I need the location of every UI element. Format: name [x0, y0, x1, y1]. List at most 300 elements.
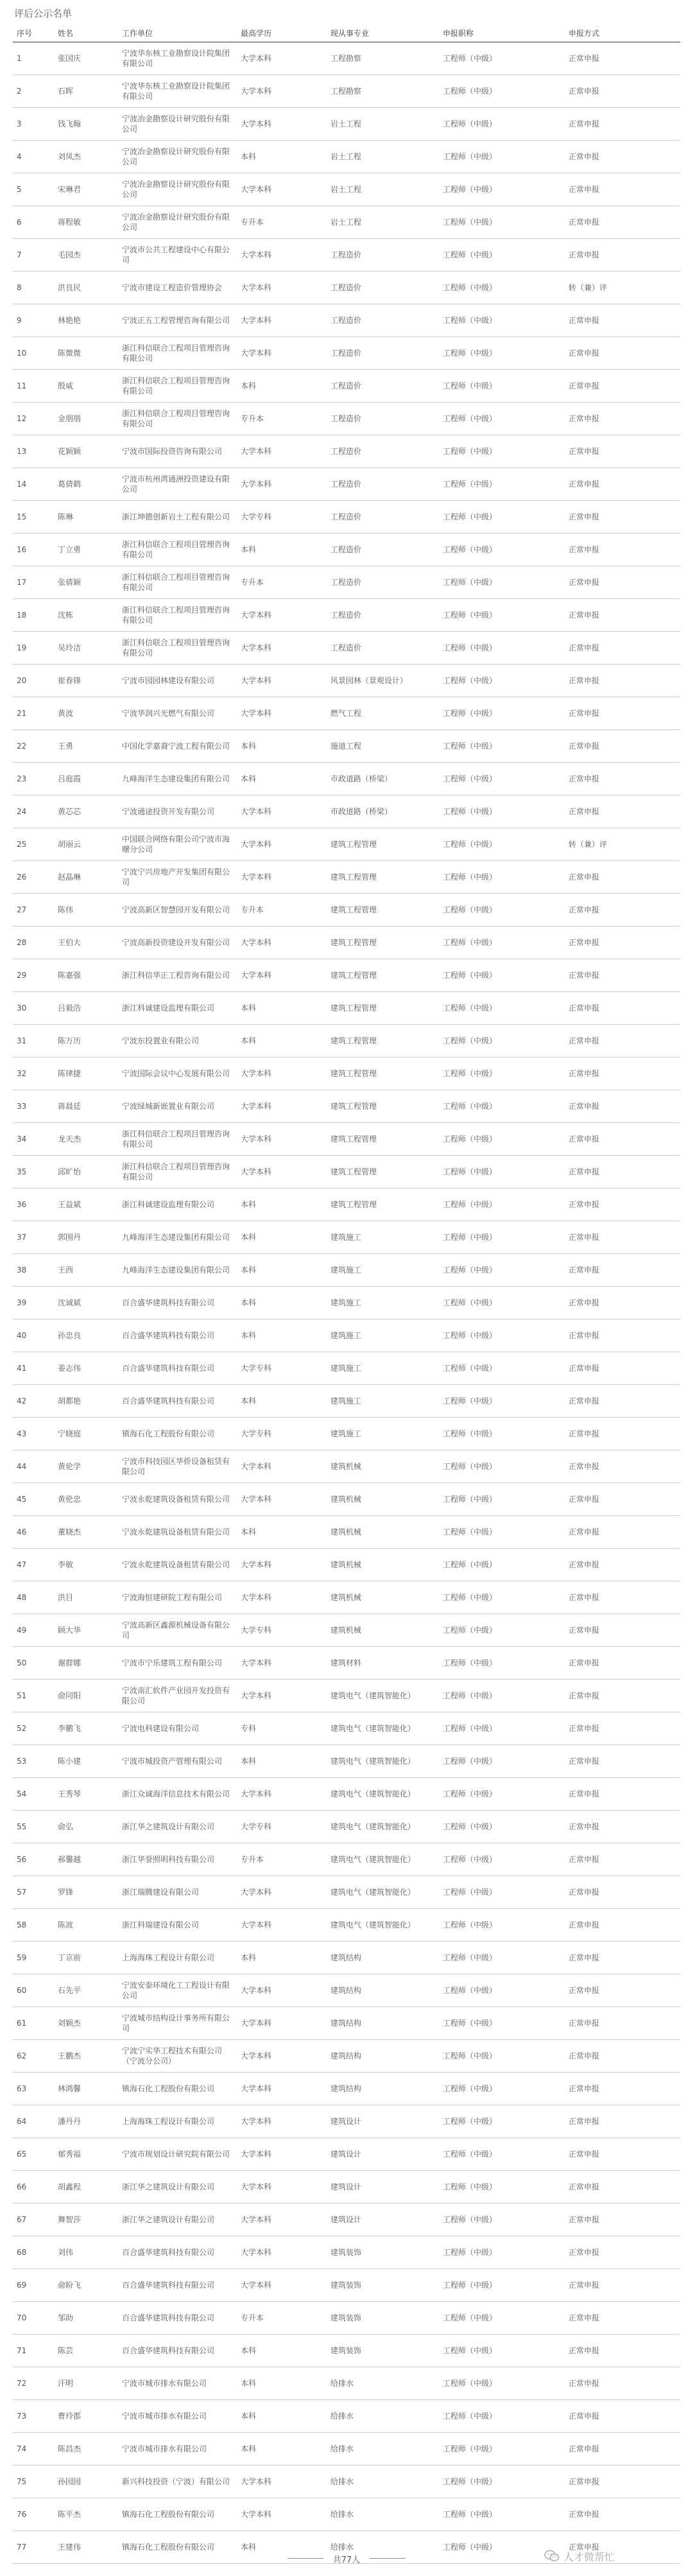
cell-education: 大学本科 — [237, 173, 327, 206]
cell-name: 龙天杰 — [54, 1123, 118, 1156]
cell-name: 李鹏飞 — [54, 1712, 118, 1745]
cell-method: 正常申报 — [565, 2433, 680, 2466]
cell-method: 正常申报 — [565, 42, 680, 75]
cell-title: 工程师（中级） — [439, 566, 565, 599]
cell-method: 正常申报 — [565, 1156, 680, 1188]
cell-specialty: 建筑电气（建筑智能化） — [327, 1680, 439, 1712]
cell-title: 工程师（中级） — [439, 2171, 565, 2204]
cell-title: 工程师（中级） — [439, 2269, 565, 2302]
cell-specialty: 工程造价 — [327, 403, 439, 435]
cell-name: 崔春锋 — [54, 665, 118, 697]
cell-method: 正常申报 — [565, 2269, 680, 2302]
cell-index: 72 — [13, 2367, 54, 2400]
cell-name: 王勇 — [54, 730, 118, 763]
cell-education: 大学本科 — [237, 2138, 327, 2171]
cell-name: 毛园杰 — [54, 239, 118, 272]
cell-method: 正常申报 — [565, 1516, 680, 1549]
cell-specialty: 建筑工程管理 — [327, 1025, 439, 1057]
table-row — [13, 861, 680, 894]
cell-education: 大学本科 — [237, 337, 327, 370]
cell-method: 正常申报 — [565, 1614, 680, 1647]
table-row — [13, 239, 680, 272]
cell-specialty: 建筑设计 — [327, 2204, 439, 2236]
cell-specialty: 工程造价 — [327, 239, 439, 272]
cell-index: 63 — [13, 2073, 54, 2105]
roster-table — [13, 24, 680, 2564]
cell-name: 陈昌杰 — [54, 2433, 118, 2466]
cell-index: 48 — [13, 1581, 54, 1614]
cell-index: 31 — [13, 1025, 54, 1057]
table-row — [13, 2400, 680, 2433]
cell-title: 工程师（中级） — [439, 2073, 565, 2105]
cell-employer: 宁波市园园林建设有限公司 — [118, 665, 237, 697]
cell-education: 大学本科 — [237, 468, 327, 501]
cell-name: 陈律捷 — [54, 1057, 118, 1090]
table-row — [13, 2433, 680, 2466]
cell-specialty: 建筑机械 — [327, 1450, 439, 1483]
cell-education: 大学本科 — [237, 2269, 327, 2302]
cell-method: 正常申报 — [565, 2204, 680, 2236]
cell-method: 正常申报 — [565, 1778, 680, 1811]
column-header-method: 申报方式 — [565, 24, 680, 42]
cell-title: 工程师（中级） — [439, 239, 565, 272]
table-row — [13, 1385, 680, 1418]
cell-method: 正常申报 — [565, 1090, 680, 1123]
cell-index: 42 — [13, 1385, 54, 1418]
cell-index: 40 — [13, 1319, 54, 1352]
table-row — [13, 1057, 680, 1090]
cell-name: 洪目 — [54, 1581, 118, 1614]
cell-method: 转（兼）评 — [565, 828, 680, 861]
table-row — [13, 2105, 680, 2138]
cell-specialty: 工程造价 — [327, 599, 439, 632]
cell-specialty: 风景园林（景观设计） — [327, 665, 439, 697]
cell-employer: 百合盛华建筑科技有限公司 — [118, 1287, 237, 1319]
cell-method: 正常申报 — [565, 1025, 680, 1057]
cell-method: 正常申报 — [565, 206, 680, 239]
cell-title: 工程师（中级） — [439, 894, 565, 927]
cell-name: 姜志伟 — [54, 1352, 118, 1385]
cell-specialty: 建筑工程管理 — [327, 992, 439, 1025]
cell-title: 工程师（中级） — [439, 2335, 565, 2367]
table-row — [13, 1483, 680, 1516]
cell-title: 工程师（中级） — [439, 272, 565, 304]
footer-divider-right — [370, 2558, 406, 2559]
table-row — [13, 75, 680, 108]
cell-title: 工程师（中级） — [439, 665, 565, 697]
cell-name: 王西 — [54, 1254, 118, 1287]
cell-specialty: 市政道路（桥梁） — [327, 796, 439, 828]
cell-specialty: 建筑材料 — [327, 1647, 439, 1680]
wechat-icon — [544, 2550, 560, 2563]
cell-education: 大学本科 — [237, 2040, 327, 2073]
table-row — [13, 173, 680, 206]
table-row — [13, 2367, 680, 2400]
cell-education: 本科 — [237, 2433, 327, 2466]
cell-index: 7 — [13, 239, 54, 272]
cell-specialty: 建筑施工 — [327, 1418, 439, 1450]
cell-education: 大学本科 — [237, 75, 327, 108]
cell-index: 13 — [13, 435, 54, 468]
cell-specialty: 工程造价 — [327, 632, 439, 665]
table-row — [13, 1450, 680, 1483]
cell-specialty: 建筑电气（建筑智能化） — [327, 1712, 439, 1745]
cell-employer: 宁波冶金勘察设计研究股份有限公司 — [118, 141, 237, 173]
cell-name: 花颖颖 — [54, 435, 118, 468]
cell-employer: 镇海石化工程股份有限公司 — [118, 1418, 237, 1450]
cell-name: 钱飞翰 — [54, 108, 118, 141]
table-row — [13, 501, 680, 534]
cell-method: 正常申报 — [565, 2531, 680, 2564]
cell-name: 吕庭霞 — [54, 763, 118, 796]
cell-method: 正常申报 — [565, 1057, 680, 1090]
cell-title: 工程师（中级） — [439, 468, 565, 501]
cell-education: 大学专科 — [237, 1614, 327, 1647]
cell-education: 大学本科 — [237, 1974, 327, 2007]
cell-index: 58 — [13, 1909, 54, 1942]
table-row — [13, 2335, 680, 2367]
cell-education: 本科 — [237, 1516, 327, 1549]
cell-specialty: 建筑工程管理 — [327, 1188, 439, 1221]
cell-employer: 宁波宁实华工程技术有限公司（宁波分公司） — [118, 2040, 237, 2073]
cell-education: 本科 — [237, 1188, 327, 1221]
table-row — [13, 1974, 680, 2007]
cell-method: 正常申报 — [565, 763, 680, 796]
cell-specialty: 工程造价 — [327, 468, 439, 501]
cell-name: 沈诚斌 — [54, 1287, 118, 1319]
cell-education: 本科 — [237, 1025, 327, 1057]
cell-education: 大学本科 — [237, 1123, 327, 1156]
cell-name: 林鸿馨 — [54, 2073, 118, 2105]
cell-index: 17 — [13, 566, 54, 599]
cell-specialty: 建筑工程管理 — [327, 828, 439, 861]
cell-name: 郁秀福 — [54, 2138, 118, 2171]
cell-education: 本科 — [237, 763, 327, 796]
cell-method: 正常申报 — [565, 730, 680, 763]
cell-specialty: 建筑设计 — [327, 2105, 439, 2138]
cell-name: 陈嘉强 — [54, 959, 118, 992]
table-row — [13, 894, 680, 927]
cell-specialty: 建筑电气（建筑智能化） — [327, 1745, 439, 1778]
cell-employer: 浙江华誉照明科技有限公司 — [118, 1843, 237, 1876]
cell-method: 正常申报 — [565, 337, 680, 370]
cell-education: 大学本科 — [237, 697, 327, 730]
table-row — [13, 828, 680, 861]
cell-name: 黄伦忠 — [54, 1483, 118, 1516]
cell-education: 本科 — [237, 730, 327, 763]
cell-index: 57 — [13, 1876, 54, 1909]
cell-method: 正常申报 — [565, 2040, 680, 2073]
table-row — [13, 599, 680, 632]
cell-method: 正常申报 — [565, 1287, 680, 1319]
cell-method: 正常申报 — [565, 173, 680, 206]
table-row — [13, 272, 680, 304]
cell-employer: 中国化学嘉裔宁波工程有限公司 — [118, 730, 237, 763]
cell-employer: 宁波冶金勘察设计研究股份有限公司 — [118, 108, 237, 141]
cell-education: 大学本科 — [237, 2171, 327, 2204]
table-row — [13, 2498, 680, 2531]
cell-index: 61 — [13, 2007, 54, 2040]
cell-index: 64 — [13, 2105, 54, 2138]
cell-index: 37 — [13, 1221, 54, 1254]
cell-name: 洪良民 — [54, 272, 118, 304]
cell-education: 大学本科 — [237, 2007, 327, 2040]
cell-name: 邱旷怡 — [54, 1156, 118, 1188]
cell-name: 汗明 — [54, 2367, 118, 2400]
cell-specialty: 建筑设计 — [327, 2138, 439, 2171]
cell-education: 大学本科 — [237, 959, 327, 992]
cell-name: 俞盼飞 — [54, 2269, 118, 2302]
cell-name: 王鹏杰 — [54, 2040, 118, 2073]
cell-education: 专升本 — [237, 2302, 327, 2335]
cell-specialty: 建筑施工 — [327, 1221, 439, 1254]
cell-method: 正常申报 — [565, 370, 680, 403]
cell-index: 73 — [13, 2400, 54, 2433]
cell-employer: 百合盛华建筑科技有限公司 — [118, 2302, 237, 2335]
cell-name: 陈小建 — [54, 1745, 118, 1778]
cell-specialty: 建筑机械 — [327, 1614, 439, 1647]
cell-employer: 宁波市公共工程建设中心有限公司 — [118, 239, 237, 272]
cell-employer: 浙江科信联合工程项目管理咨询有限公司 — [118, 370, 237, 403]
cell-title: 工程师（中级） — [439, 1942, 565, 1974]
cell-title: 工程师（中级） — [439, 599, 565, 632]
cell-title: 工程师（中级） — [439, 1549, 565, 1581]
cell-title: 工程师（中级） — [439, 370, 565, 403]
cell-index: 35 — [13, 1156, 54, 1188]
cell-education: 大学本科 — [237, 435, 327, 468]
cell-education: 大学本科 — [237, 1156, 327, 1188]
cell-employer: 宁波南汇软件产业园开发投资有限公司 — [118, 1680, 237, 1712]
cell-employer: 百合盛华建筑科技有限公司 — [118, 1319, 237, 1352]
cell-education: 本科 — [237, 1385, 327, 1418]
cell-employer: 百合盛华建筑科技有限公司 — [118, 1352, 237, 1385]
cell-name: 潘丹丹 — [54, 2105, 118, 2138]
cell-specialty: 工程造价 — [327, 435, 439, 468]
table-row — [13, 1843, 680, 1876]
cell-specialty: 岩土工程 — [327, 108, 439, 141]
cell-method: 转（兼）评 — [565, 272, 680, 304]
cell-method: 正常申报 — [565, 894, 680, 927]
cell-employer: 浙江华之建筑设计有限公司 — [118, 2171, 237, 2204]
cell-index: 60 — [13, 1974, 54, 2007]
cell-specialty: 工程勘察 — [327, 42, 439, 75]
table-row — [13, 632, 680, 665]
cell-employer: 宁波绿城新嵌置业有限公司 — [118, 1090, 237, 1123]
cell-employer: 宁波市建设工程造价管理协会 — [118, 272, 237, 304]
table-row — [13, 1352, 680, 1385]
cell-employer: 宁波冶金勘察设计研究股份有限公司 — [118, 173, 237, 206]
cell-employer: 宁波市科技园区华侨设备租赁有限公司 — [118, 1450, 237, 1483]
cell-method: 正常申报 — [565, 534, 680, 566]
cell-title: 工程师（中级） — [439, 959, 565, 992]
cell-education: 本科 — [237, 141, 327, 173]
cell-specialty: 建筑结构 — [327, 1942, 439, 1974]
cell-employer: 浙江科信联合工程项目管理咨询有限公司 — [118, 403, 237, 435]
table-row — [13, 1090, 680, 1123]
cell-employer: 浙江华之建筑设计有限公司 — [118, 1811, 237, 1843]
cell-title: 工程师（中级） — [439, 1811, 565, 1843]
cell-specialty: 给排水 — [327, 2466, 439, 2498]
cell-education: 专升本 — [237, 403, 327, 435]
cell-name: 林艳艳 — [54, 304, 118, 337]
cell-employer: 百合盛华建筑科技有限公司 — [118, 1385, 237, 1418]
table-row — [13, 1188, 680, 1221]
cell-specialty: 建筑结构 — [327, 2073, 439, 2105]
cell-index: 65 — [13, 2138, 54, 2171]
cell-specialty: 建筑电气（建筑智能化） — [327, 1876, 439, 1909]
cell-specialty: 建筑机械 — [327, 1483, 439, 1516]
cell-specialty: 工程造价 — [327, 370, 439, 403]
cell-title: 工程师（中级） — [439, 2204, 565, 2236]
cell-method: 正常申报 — [565, 2138, 680, 2171]
cell-education: 本科 — [237, 1942, 327, 1974]
cell-name: 郭围丹 — [54, 1221, 118, 1254]
cell-employer: 浙江科信联合工程项目管理咨询有限公司 — [118, 566, 237, 599]
cell-employer: 宁波高新区智慧园开发有限公司 — [118, 894, 237, 927]
cell-specialty: 建筑结构 — [327, 2040, 439, 2073]
cell-method: 正常申报 — [565, 796, 680, 828]
cell-specialty: 市政道路（桥梁） — [327, 763, 439, 796]
cell-title: 工程师（中级） — [439, 206, 565, 239]
cell-name: 刘伟 — [54, 2236, 118, 2269]
cell-employer: 浙江科信联合工程项目管理咨询有限公司 — [118, 337, 237, 370]
table-row — [13, 337, 680, 370]
cell-title: 工程师（中级） — [439, 1352, 565, 1385]
cell-title: 工程师（中级） — [439, 1647, 565, 1680]
cell-name: 王秀琴 — [54, 1778, 118, 1811]
table-body — [13, 42, 680, 2564]
cell-name: 顾大华 — [54, 1614, 118, 1647]
cell-title: 工程师（中级） — [439, 2531, 565, 2564]
cell-specialty: 建筑工程管理 — [327, 1057, 439, 1090]
cell-employer: 宁波海恒建研院工程有限公司 — [118, 1581, 237, 1614]
cell-index: 22 — [13, 730, 54, 763]
cell-specialty: 建筑结构 — [327, 1974, 439, 2007]
cell-index: 69 — [13, 2269, 54, 2302]
cell-specialty: 建筑工程管理 — [327, 894, 439, 927]
cell-specialty: 岩土工程 — [327, 141, 439, 173]
cell-index: 62 — [13, 2040, 54, 2073]
cell-employer: 宁波永乾建筑设备租赁有限公司 — [118, 1549, 237, 1581]
cell-education: 大学本科 — [237, 1549, 327, 1581]
table-row — [13, 2466, 680, 2498]
cell-index: 53 — [13, 1745, 54, 1778]
cell-title: 工程师（中级） — [439, 1188, 565, 1221]
cell-specialty: 施道工程 — [327, 730, 439, 763]
cell-method: 正常申报 — [565, 861, 680, 894]
cell-education: 大学专科 — [237, 1352, 327, 1385]
cell-index: 41 — [13, 1352, 54, 1385]
cell-education: 大学本科 — [237, 1090, 327, 1123]
cell-name: 陈万历 — [54, 1025, 118, 1057]
cell-method: 正常申报 — [565, 1385, 680, 1418]
table-row — [13, 2269, 680, 2302]
cell-employer: 宁波市宁乐建筑工程有限公司 — [118, 1647, 237, 1680]
cell-employer: 宁波市国际投资咨询有限公司 — [118, 435, 237, 468]
cell-title: 工程师（中级） — [439, 1385, 565, 1418]
cell-index: 14 — [13, 468, 54, 501]
cell-method: 正常申报 — [565, 599, 680, 632]
cell-method: 正常申报 — [565, 435, 680, 468]
watermark — [544, 2548, 615, 2564]
cell-name: 孙园园 — [54, 2466, 118, 2498]
cell-title: 工程师（中级） — [439, 1319, 565, 1352]
cell-title: 工程师（中级） — [439, 2400, 565, 2433]
cell-name: 金朋朋 — [54, 403, 118, 435]
cell-title: 工程师（中级） — [439, 1745, 565, 1778]
cell-title: 工程师（中级） — [439, 108, 565, 141]
cell-method: 正常申报 — [565, 1942, 680, 1974]
cell-index: 15 — [13, 501, 54, 534]
table-row — [13, 1778, 680, 1811]
cell-index: 76 — [13, 2498, 54, 2531]
cell-index: 75 — [13, 2466, 54, 2498]
cell-specialty: 建筑装饰 — [327, 2302, 439, 2335]
cell-name: 黄波 — [54, 697, 118, 730]
table-row — [13, 1876, 680, 1909]
cell-education: 本科 — [237, 2531, 327, 2564]
cell-employer: 宁波安泰环境化工工程设计有限公司 — [118, 1974, 237, 2007]
cell-education: 专科 — [237, 1712, 327, 1745]
cell-index: 36 — [13, 1188, 54, 1221]
cell-employer: 宁波宁兴房地产开发集团有限公司 — [118, 861, 237, 894]
cell-employer: 浙江科信联合工程项目管理咨询有限公司 — [118, 1123, 237, 1156]
cell-education: 大学本科 — [237, 2236, 327, 2269]
cell-name: 丁立勇 — [54, 534, 118, 566]
cell-employer: 宁波华润兴光燃气有限公司 — [118, 697, 237, 730]
cell-employer: 宁波市城市排水有限公司 — [118, 2433, 237, 2466]
column-header-education: 最高学历 — [237, 24, 327, 42]
cell-index: 6 — [13, 206, 54, 239]
cell-specialty: 建筑工程管理 — [327, 1123, 439, 1156]
table-row — [13, 1418, 680, 1450]
cell-title: 工程师（中级） — [439, 927, 565, 959]
table-row — [13, 2138, 680, 2171]
cell-index: 66 — [13, 2171, 54, 2204]
cell-name: 陈波 — [54, 1909, 118, 1942]
cell-specialty: 建筑工程管理 — [327, 1090, 439, 1123]
cell-method: 正常申报 — [565, 1876, 680, 1909]
cell-education: 大学本科 — [237, 239, 327, 272]
cell-specialty: 工程造价 — [327, 304, 439, 337]
cell-method: 正常申报 — [565, 1974, 680, 2007]
cell-specialty: 建筑工程管理 — [327, 927, 439, 959]
cell-title: 工程师（中级） — [439, 304, 565, 337]
cell-title: 工程师（中级） — [439, 1450, 565, 1483]
table-row — [13, 435, 680, 468]
cell-title: 工程师（中级） — [439, 992, 565, 1025]
cell-specialty: 工程造价 — [327, 501, 439, 534]
table-row — [13, 304, 680, 337]
cell-method: 正常申报 — [565, 2007, 680, 2040]
cell-employer: 浙江华之建筑设计有限公司 — [118, 2204, 237, 2236]
table-row — [13, 2007, 680, 2040]
cell-method: 正常申报 — [565, 1483, 680, 1516]
cell-title: 工程师（中级） — [439, 1221, 565, 1254]
cell-specialty: 建筑结构 — [327, 2007, 439, 2040]
cell-specialty: 建筑装饰 — [327, 2269, 439, 2302]
table-row — [13, 730, 680, 763]
cell-employer: 浙江科瑞建设有限公司 — [118, 1909, 237, 1942]
table-row — [13, 1909, 680, 1942]
table-row — [13, 1287, 680, 1319]
cell-education: 大学专科 — [237, 501, 327, 534]
cell-index: 8 — [13, 272, 54, 304]
cell-name: 郝馨越 — [54, 1843, 118, 1876]
cell-education: 专升本 — [237, 894, 327, 927]
cell-title: 工程师（中级） — [439, 1025, 565, 1057]
cell-title: 工程师（中级） — [439, 337, 565, 370]
